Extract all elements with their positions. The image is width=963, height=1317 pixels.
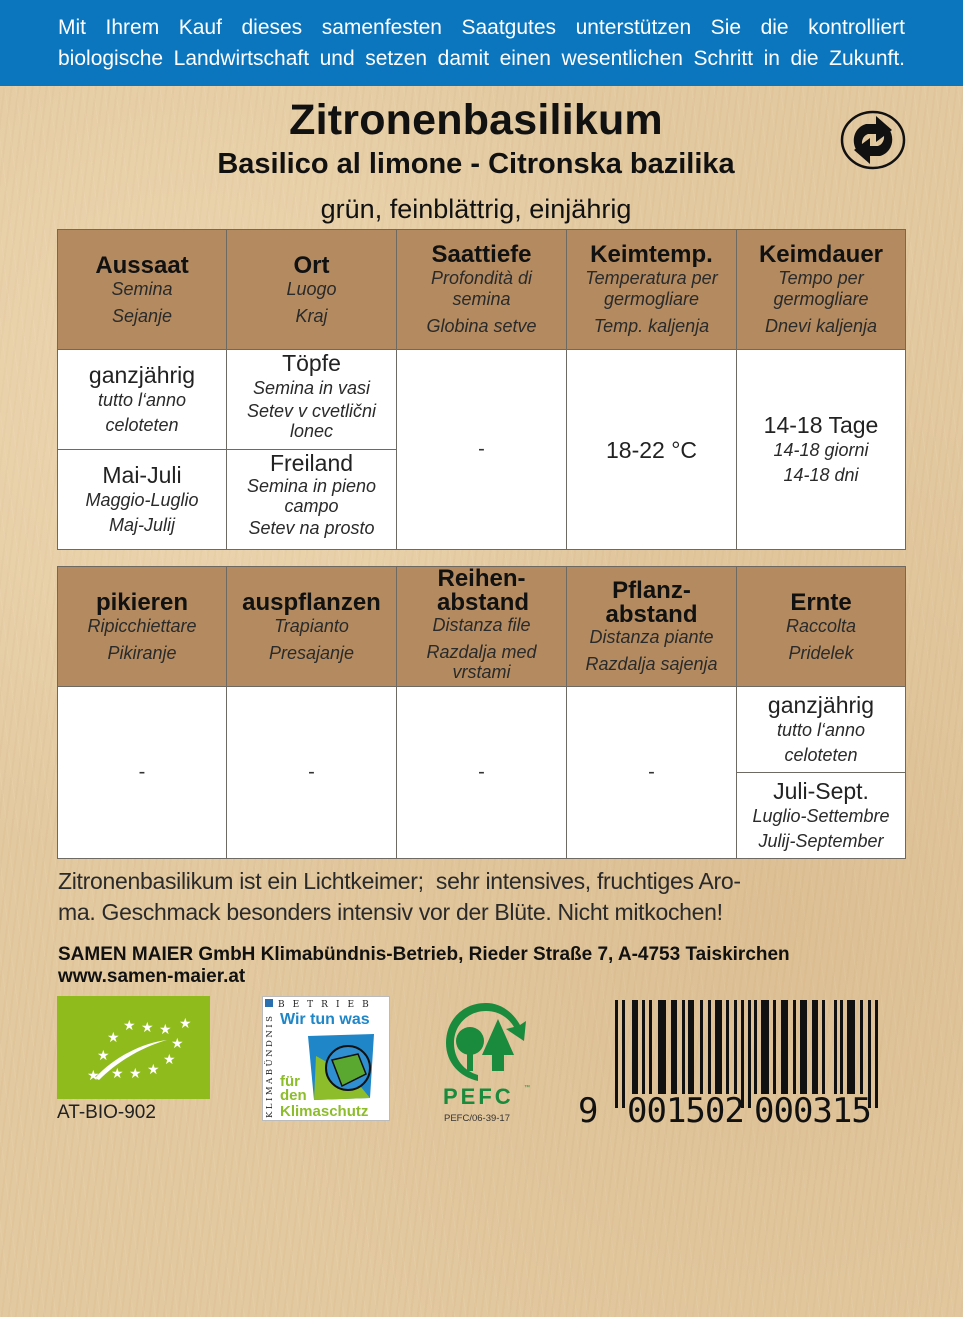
cell-auspflanzen <box>227 687 397 859</box>
header-it: Tempo per germogliare <box>773 268 869 309</box>
header-de: Reihen-abstand <box>437 566 530 616</box>
svg-text:den: den <box>280 1087 307 1104</box>
company-address: SAMEN MAIER GmbH Klimabündnis-Betrieb, Rieder Straße 7, A-4753 Taiskirchen <box>58 944 790 965</box>
svg-text:PEFC/06-39-17: PEFC/06-39-17 <box>444 1113 511 1124</box>
value-de: 14-18 Tage <box>763 411 879 438</box>
pefc-trees-icon <box>440 997 532 1125</box>
header-ort <box>227 230 397 350</box>
svg-text:BETRIEB: BETRIEB <box>278 1000 377 1010</box>
barcode-first-digit: 9 <box>578 1091 599 1129</box>
cell-ernte-2 <box>737 773 906 859</box>
table-row <box>58 350 906 450</box>
header-it: Temperatura per germogliare <box>585 268 718 309</box>
header-de: Keimdauer <box>758 241 884 268</box>
header-reihenabstand <box>397 567 567 687</box>
value-it: tutto l‘anno <box>97 389 187 410</box>
value-de: ganzjährig <box>767 691 875 718</box>
ean-barcode <box>578 994 908 1129</box>
note-line-2: ma. Geschmack besonders intensiv vor der Blüte. Nicht mitkochen! <box>58 899 723 925</box>
value-de: Juli-Sept. <box>773 777 869 804</box>
svg-text:Klimaschutz: Klimaschutz <box>280 1103 369 1120</box>
value-it: tutto l‘anno <box>776 719 866 740</box>
product-title: Zitronenbasilikum <box>289 96 663 144</box>
note-line-1: Zitronenbasilikum ist ein Lichtkeimer; sehr intensives, fruchtiges Aro- <box>58 868 741 894</box>
value-de: Freiland <box>269 450 354 476</box>
svg-text:★: ★ <box>171 1036 184 1052</box>
company-website[interactable]: www.samen-maier.at <box>58 966 246 987</box>
header-de: Saattiefe <box>431 241 532 268</box>
header-it: Ripicchiettare <box>87 615 197 636</box>
svg-text:★: ★ <box>87 1068 100 1084</box>
value-it: Semina in pieno campo <box>246 476 377 516</box>
header-de: Ort <box>293 251 330 279</box>
cell-ernte-1 <box>737 687 906 773</box>
header-keimdauer <box>737 230 906 350</box>
value-keimtemp: 18-22 °C <box>605 436 698 463</box>
header-sl: Globina setve <box>426 316 537 336</box>
cell-aussaat-1 <box>58 350 227 450</box>
value-sl: Julij-September <box>758 830 884 851</box>
barcode-right-digits: 000315 <box>754 1091 871 1129</box>
banner-line-1: Mit Ihrem Kauf dieses samenfesten Saatgutes unterstützen Sie die kontrolliert <box>58 16 905 39</box>
svg-text:★: ★ <box>163 1052 176 1068</box>
cell-ort-2 <box>227 450 397 550</box>
cell-keimtemp <box>567 350 737 550</box>
header-saattiefe <box>397 230 567 350</box>
header-pflanzabstand <box>567 567 737 687</box>
svg-text:für: für <box>280 1073 300 1090</box>
header-de: Aussaat <box>95 251 189 279</box>
svg-text:★: ★ <box>147 1062 160 1078</box>
header-sl: Razdalja sajenja <box>585 653 718 674</box>
table-row <box>58 687 906 773</box>
svg-text:★: ★ <box>179 1016 192 1032</box>
value-pikieren: - <box>138 761 146 783</box>
product-descriptor: grün, feinblättrig, einjährig <box>320 194 632 224</box>
svg-text:★: ★ <box>123 1018 136 1034</box>
klimabuendnis-logo <box>262 996 390 1121</box>
cell-keimdauer <box>737 350 906 550</box>
header-aussaat <box>58 230 227 350</box>
cell-saattiefe <box>397 350 567 550</box>
header-sl: Pikiranje <box>107 642 177 663</box>
planting-table <box>57 566 906 859</box>
svg-text:★: ★ <box>111 1066 124 1082</box>
sowing-header-row <box>58 230 906 350</box>
svg-text:★: ★ <box>97 1048 110 1064</box>
value-it: 14-18 giorni <box>773 439 869 460</box>
header-it: Distanza file <box>432 615 531 635</box>
cell-pikieren <box>58 687 227 859</box>
cell-reihenabstand <box>397 687 567 859</box>
header-it: Distanza piante <box>589 626 714 647</box>
cell-pflanzabstand <box>567 687 737 859</box>
value-sl: celoteten <box>784 744 858 765</box>
green-dot-recycling-icon <box>840 110 906 170</box>
value-it: Maggio-Luglio <box>85 489 199 510</box>
svg-text:★: ★ <box>107 1030 120 1046</box>
planting-header-row <box>58 567 906 687</box>
header-de: Ernte <box>790 588 852 616</box>
header-keimtemp <box>567 230 737 350</box>
header-it: Trapianto <box>274 615 349 636</box>
cell-aussaat-2 <box>58 450 227 550</box>
value-auspflanzen: - <box>308 761 315 783</box>
header-de: auspflanzen <box>242 588 381 616</box>
eu-organic-leaf-icon <box>57 996 210 1099</box>
header-auspflanzen <box>227 567 397 687</box>
header-sl: Presajanje <box>268 642 355 663</box>
barcode-left-digits: 001502 <box>627 1091 744 1129</box>
svg-text:KLIMABÜNDNIS: KLIMABÜNDNIS <box>265 1013 275 1118</box>
value-it: Semina in vasi <box>252 378 371 398</box>
value-it: Luglio-Settembre <box>752 805 890 826</box>
pefc-logo <box>440 997 532 1125</box>
product-subtitle: Basilico al limone - Citronska bazilika <box>217 148 735 180</box>
value-sl: 14-18 dni <box>783 464 859 485</box>
cell-ort-1 <box>227 350 397 450</box>
svg-text:PEFC: PEFC <box>443 1084 514 1109</box>
header-sl: Dnevi kaljenja <box>764 316 878 336</box>
header-it: Raccolta <box>785 615 857 636</box>
svg-text:Wir tun was: Wir tun was <box>280 1011 370 1028</box>
header-de: pikieren <box>95 588 189 616</box>
klimabuendnis-globe-icon <box>262 996 390 1121</box>
header-sl: Kraj <box>295 305 328 326</box>
svg-text:★: ★ <box>159 1022 172 1038</box>
svg-text:★: ★ <box>141 1020 154 1036</box>
svg-text:™: ™ <box>524 1085 530 1091</box>
header-it: Luogo <box>286 278 337 299</box>
value-sl: celoteten <box>105 414 179 435</box>
value-saattiefe: - <box>478 438 485 460</box>
sowing-table <box>57 229 906 550</box>
header-sl: Pridelek <box>788 642 854 663</box>
value-de: Töpfe <box>282 350 341 376</box>
value-sl: Setev v cvetlični lonec <box>246 401 377 441</box>
value-de: ganzjährig <box>88 361 196 388</box>
banner-line-2: biologische Landwirtschaft und setzen damit einen wesentlichen Schritt in die Zukunft. <box>58 47 905 70</box>
svg-text:★: ★ <box>129 1066 142 1082</box>
barcode-bars-icon <box>578 994 908 1129</box>
header-sl: Razdalja med vrstami <box>426 642 537 682</box>
organic-control-code: AT-BIO-902 <box>57 1102 156 1123</box>
header-sl: Temp. kaljenja <box>593 316 710 336</box>
eu-organic-logo <box>57 996 210 1099</box>
value-sl: Maj-Julij <box>108 514 175 535</box>
value-sl: Setev na prosto <box>248 518 375 538</box>
info-banner <box>0 0 963 86</box>
value-de: Mai-Juli <box>102 461 182 488</box>
header-de: Pflanz-abstand <box>605 576 698 628</box>
header-it: Semina <box>111 278 173 299</box>
company-info <box>58 944 918 988</box>
header-pikieren <box>58 567 227 687</box>
value-pflanzabstand: - <box>648 761 655 783</box>
header-de: Keimtemp. <box>590 241 713 268</box>
header-ernte <box>737 567 906 687</box>
growing-note <box>58 866 908 928</box>
header-it: Profondità di semina <box>430 268 533 309</box>
value-reihenabstand: - <box>478 761 485 783</box>
header-sl: Sejanje <box>111 305 173 326</box>
